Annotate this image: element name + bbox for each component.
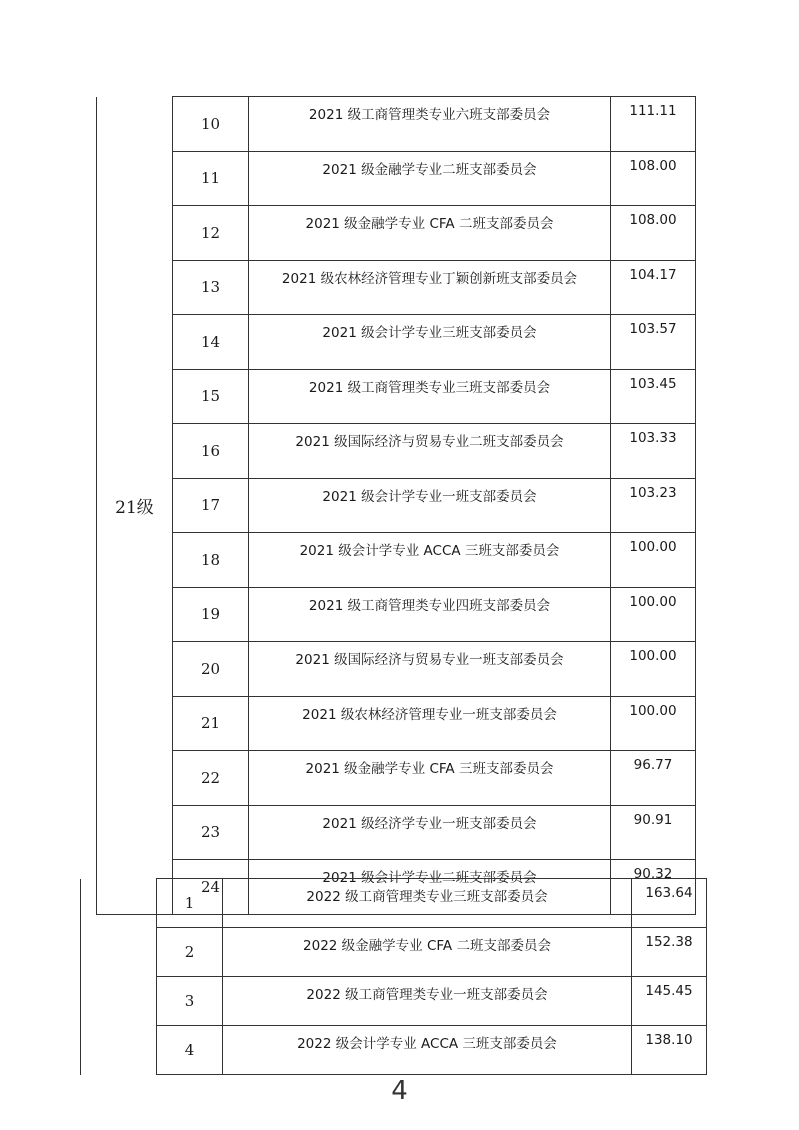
table-row — [97, 805, 696, 860]
rank-number: 18 — [173, 533, 249, 588]
rank-number: 23 — [173, 805, 249, 860]
rank-number: 11 — [173, 151, 249, 206]
branch-name: 2021 级农林经济管理专业丁颖创新班支部委员会 — [249, 260, 611, 315]
score-value: 100.00 — [611, 696, 696, 751]
score-value: 103.57 — [611, 315, 696, 370]
score-value: 100.00 — [611, 533, 696, 588]
table-row — [97, 260, 696, 315]
score-value: 108.00 — [611, 206, 696, 261]
rank-number: 14 — [173, 315, 249, 370]
table-row — [97, 751, 696, 806]
rank-number: 3 — [157, 977, 223, 1026]
score-value: 163.64 — [632, 879, 707, 928]
ranking-table-2021 — [96, 96, 696, 915]
branch-name: 2021 级国际经济与贸易专业一班支部委员会 — [249, 642, 611, 697]
table-row — [97, 533, 696, 588]
score-value: 152.38 — [632, 928, 707, 977]
score-value: 90.32 — [611, 860, 696, 915]
score-value: 100.00 — [611, 642, 696, 697]
rank-number: 19 — [173, 587, 249, 642]
table-row — [97, 587, 696, 642]
rank-number: 16 — [173, 424, 249, 479]
score-value: 103.45 — [611, 369, 696, 424]
page-number: 4 — [391, 1076, 408, 1106]
branch-name: 2021 级金融学专业二班支部委员会 — [249, 151, 611, 206]
score-value: 104.17 — [611, 260, 696, 315]
score-value: 103.33 — [611, 424, 696, 479]
table-row — [97, 424, 696, 479]
branch-name: 2022 级金融学专业 CFA 二班支部委员会 — [223, 928, 632, 977]
branch-name: 2021 级工商管理类专业六班支部委员会 — [249, 97, 611, 152]
rank-number: 24 — [173, 860, 249, 915]
branch-name: 2021 级国际经济与贸易专业二班支部委员会 — [249, 424, 611, 479]
table-row — [97, 369, 696, 424]
rank-number: 20 — [173, 642, 249, 697]
grade-cell — [81, 879, 157, 1075]
branch-name: 2022 级工商管理类专业三班支部委员会 — [223, 879, 632, 928]
rank-number: 13 — [173, 260, 249, 315]
branch-name: 2021 级工商管理类专业四班支部委员会 — [249, 587, 611, 642]
score-value: 90.91 — [611, 805, 696, 860]
table-row — [97, 315, 696, 370]
score-value: 100.00 — [611, 587, 696, 642]
ranking-table-2022 — [80, 878, 707, 1075]
score-value: 111.11 — [611, 97, 696, 152]
rank-number: 21 — [173, 696, 249, 751]
rank-number: 4 — [157, 1026, 223, 1075]
branch-name: 2021 级金融学专业 CFA 三班支部委员会 — [249, 751, 611, 806]
rank-number: 10 — [173, 97, 249, 152]
table-row — [81, 928, 707, 977]
table-row — [81, 1026, 707, 1075]
branch-name: 2022 级会计学专业 ACCA 三班支部委员会 — [223, 1026, 632, 1075]
rank-number: 1 — [157, 879, 223, 928]
branch-name: 2021 级农林经济管理专业一班支部委员会 — [249, 696, 611, 751]
table-row — [97, 206, 696, 261]
score-value: 145.45 — [632, 977, 707, 1026]
branch-name: 2021 级金融学专业 CFA 二班支部委员会 — [249, 206, 611, 261]
branch-name: 2021 级经济学专业一班支部委员会 — [249, 805, 611, 860]
rank-number: 2 — [157, 928, 223, 977]
table-row — [97, 151, 696, 206]
table-row — [81, 879, 707, 928]
score-value: 103.23 — [611, 478, 696, 533]
score-value: 96.77 — [611, 751, 696, 806]
branch-name: 2021 级工商管理类专业三班支部委员会 — [249, 369, 611, 424]
branch-name: 2022 级工商管理类专业一班支部委员会 — [223, 977, 632, 1026]
table-row — [97, 97, 696, 152]
score-value: 108.00 — [611, 151, 696, 206]
score-value: 138.10 — [632, 1026, 707, 1075]
rank-number: 17 — [173, 478, 249, 533]
branch-name: 2021 级会计学专业二班支部委员会 — [249, 860, 611, 915]
rank-number: 15 — [173, 369, 249, 424]
table-row — [81, 977, 707, 1026]
rank-number: 22 — [173, 751, 249, 806]
branch-name: 2021 级会计学专业 ACCA 三班支部委员会 — [249, 533, 611, 588]
table-row — [97, 642, 696, 697]
table-row — [97, 696, 696, 751]
branch-name: 2021 级会计学专业三班支部委员会 — [249, 315, 611, 370]
grade-cell: 21级 — [97, 97, 173, 915]
branch-name: 2021 级会计学专业一班支部委员会 — [249, 478, 611, 533]
table-row — [97, 478, 696, 533]
rank-number: 12 — [173, 206, 249, 261]
